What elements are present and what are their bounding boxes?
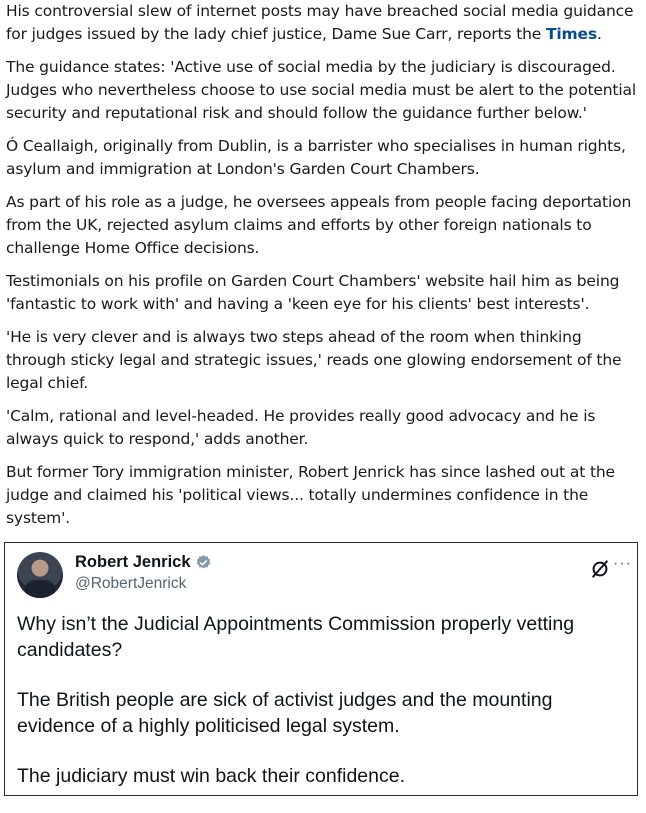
tweet-author — [75, 553, 212, 572]
verified-badge-icon — [195, 554, 212, 571]
paragraph-1-text: His controversial slew of internet posts may have breached social media guidance for judges issued by the lady chief justice, Dame Sue Carr, reports the — [6, 2, 634, 43]
paragraph-1-end: . — [597, 25, 602, 43]
paragraph-3: Ó Ceallaigh, originally from Dublin, is a barrister who specialises in human rights, asylum and immigration at London's Garden Court Chambers. — [6, 137, 626, 178]
author-name[interactable]: Robert Jenrick — [75, 553, 191, 571]
avatar[interactable] — [17, 552, 63, 598]
paragraph-4: As part of his role as a judge, he oversees appeals from people facing deportation from the UK, rejected asylum claims and efforts by other foreign nationals to challenge Home Office decisions. — [6, 193, 632, 257]
paragraph-7: 'Calm, rational and level-headed. He provides really good advocacy and he is always quick to respond,' adds another. — [6, 407, 596, 448]
author-handle[interactable]: @RobertJenrick — [75, 575, 187, 592]
paragraph-1 — [6, 0, 642, 46]
tweet-line: The judiciary must win back their confidence. — [17, 765, 406, 787]
paragraph-2: The guidance states: 'Active use of social media by the judiciary is discouraged. Judges who nevertheless choose to use social media must be alert to the potential security and reputational risk and should follow the guidance further below.' — [6, 58, 637, 122]
paragraph-5: Testimonials on his profile on Garden Court Chambers' website hail him as being 'fantastic to work with' and having a 'keen eye for his clients' best interests'. — [6, 272, 620, 313]
embedded-tweet[interactable] — [4, 542, 638, 796]
tweet-text — [17, 611, 617, 813]
more-options-icon[interactable]: ··· — [613, 555, 632, 572]
tweet-line: Why isn’t the Judicial Appointments Commission properly vetting candidates? — [17, 613, 575, 661]
grok-icon[interactable] — [589, 558, 611, 580]
times-link[interactable]: Times — [545, 25, 597, 43]
tweet-line: The British people are sick of activist judges and the mounting evidence of a highly politicised legal system. — [17, 689, 553, 737]
paragraph-6: 'He is very clever and is always two steps ahead of the room when thinking through sticky legal and strategic issues,' reads one glowing endorsement of the legal chief. — [6, 328, 622, 392]
paragraph-8: But former Tory immigration minister, Robert Jenrick has since lashed out at the judge and claimed his 'political views... totally undermines confidence in the system'. — [6, 463, 615, 527]
article-body — [6, 0, 642, 540]
